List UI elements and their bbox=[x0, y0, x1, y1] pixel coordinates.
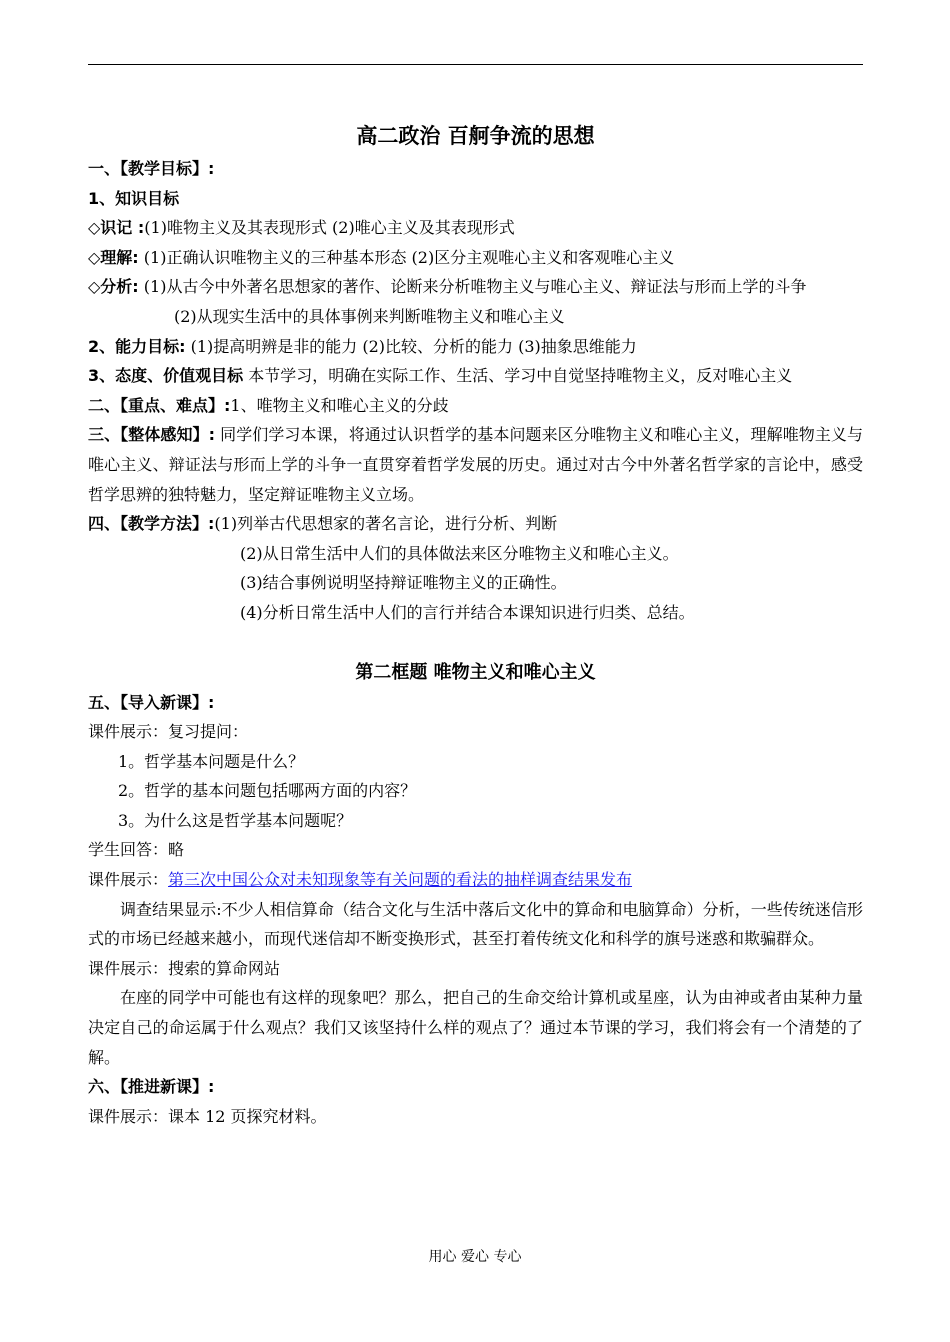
survey-link[interactable]: 第三次中国公众对未知现象等有关问题的看法的抽样调查结果发布 bbox=[168, 870, 633, 890]
method-4: (4)分析日常生活中人们的言行并结合本课知识进行归类、总结。 bbox=[240, 602, 695, 622]
spacer bbox=[88, 628, 863, 658]
question-2: 2。哲学的基本问题包括哪两方面的内容？ bbox=[118, 781, 417, 801]
question-3: 3。为什么这是哲学基本问题呢？ bbox=[118, 810, 353, 830]
ability-line bbox=[88, 332, 863, 362]
courseware-label: 课件展示： bbox=[88, 870, 169, 890]
header-rule bbox=[88, 64, 863, 65]
document-body bbox=[88, 118, 863, 1131]
methods-line-1 bbox=[88, 509, 863, 539]
understand-label: ◇理解: bbox=[88, 247, 139, 267]
attitude-label: 3、态度、价值观目标 bbox=[88, 366, 244, 386]
overview-label: 三、【整体感知】: bbox=[88, 425, 215, 445]
key-points-line bbox=[88, 391, 863, 421]
knowledge-goals-heading: 1、知识目标 bbox=[88, 188, 180, 208]
new-lesson-heading: 六、【推进新课】: bbox=[88, 1077, 215, 1097]
courseware-textbook: 课件展示：课本 12 页探究材料。 bbox=[88, 1106, 327, 1126]
survey-paragraph: 调查结果显示:不少人相信算命（结合文化与生活中落后文化中的算命和电脑算命）分析，一些传统迷信形式的市场已经越来越小，而现代迷信却不断变换形式，甚至打着传统文化和科学的旗号迷惑和欺骗群众。 bbox=[88, 899, 863, 949]
ability-label: 2、能力目标: bbox=[88, 336, 186, 356]
method-2: (2)从日常生活中人们的具体做法来区分唯物主义和唯心主义。 bbox=[240, 543, 679, 563]
analyze-text-2: (2)从现实生活中的具体事例来判断唯物主义和唯心主义 bbox=[174, 306, 565, 326]
page-title: 高二政治 百舸争流的思想 bbox=[356, 124, 595, 148]
methods-label: 四、【教学方法】: bbox=[88, 514, 215, 534]
overview-paragraph bbox=[88, 420, 863, 509]
courseware-review: 课件展示：复习提问： bbox=[88, 722, 249, 742]
analyze-paragraph bbox=[88, 272, 863, 302]
ability-text: (1)提高明辨是非的能力 (2)比较、分析的能力 (3)抽象思维能力 bbox=[185, 336, 637, 356]
attitude-paragraph bbox=[88, 361, 863, 391]
section-heading-goals: 一、【教学目标】: bbox=[88, 159, 215, 178]
memorize-text: (1)唯物主义及其表现形式 (2)唯心主义及其表现形式 bbox=[144, 218, 515, 238]
method-1: (1)列举古代思想家的著名言论，进行分析、判断 bbox=[214, 514, 558, 534]
memorize-label: ◇识记 : bbox=[88, 218, 145, 238]
question-1: 1。哲学基本问题是什么？ bbox=[118, 751, 305, 771]
intro-paragraph: 在座的同学中可能也有这样的现象吧？那么，把自己的生命交给计算机或星座，认为由神或者由某种力量决定自己的命运属于什么观点？我们又该坚持什么样的观点了？通过本节课的学习，我们将会有一个清楚的了解。 bbox=[88, 988, 863, 1067]
understand-line bbox=[88, 243, 863, 273]
method-3: (3)结合事例说明坚持辩证唯物主义的正确性。 bbox=[240, 573, 567, 593]
courseware-survey-line bbox=[88, 865, 863, 895]
memorize-line bbox=[88, 213, 863, 243]
page-footer: 用心 爱心 专心 bbox=[428, 1249, 522, 1265]
intro-heading: 五、【导入新课】: bbox=[88, 692, 215, 712]
key-points-text: 1、唯物主义和唯心主义的分歧 bbox=[230, 395, 449, 415]
student-answer: 学生回答：略 bbox=[88, 840, 185, 860]
courseware-fortune-sites: 课件展示：搜索的算命网站 bbox=[88, 958, 281, 978]
analyze-text: (1)从古今中外著名思想家的著作、论断来分析唯物主义与唯心主义、辩证法与形而上学的斗争 bbox=[138, 277, 807, 297]
key-points-label: 二、【重点、难点】: bbox=[88, 395, 231, 415]
understand-text: (1)正确认识唯物主义的三种基本形态 (2)区分主观唯心主义和客观唯心主义 bbox=[138, 247, 675, 267]
analyze-label: ◇分析: bbox=[88, 277, 139, 297]
overview-text: 同学们学习本课，将通过认识哲学的基本问题来区分唯物主义和唯心主义，理解唯物主义与唯心主义、辩证法与形而上学的斗争一直贯穿着哲学发展的历史。通过对古今中外著名哲学家的言论中，感受哲学思辨的独特魅力，坚定辩证唯物主义立场。 bbox=[88, 425, 863, 504]
attitude-text: 本节学习，明确在实际工作、生活、学习中自觉坚持唯物主义，反对唯心主义 bbox=[243, 366, 793, 386]
section-subtitle: 第二框题 唯物主义和唯心主义 bbox=[355, 661, 596, 683]
